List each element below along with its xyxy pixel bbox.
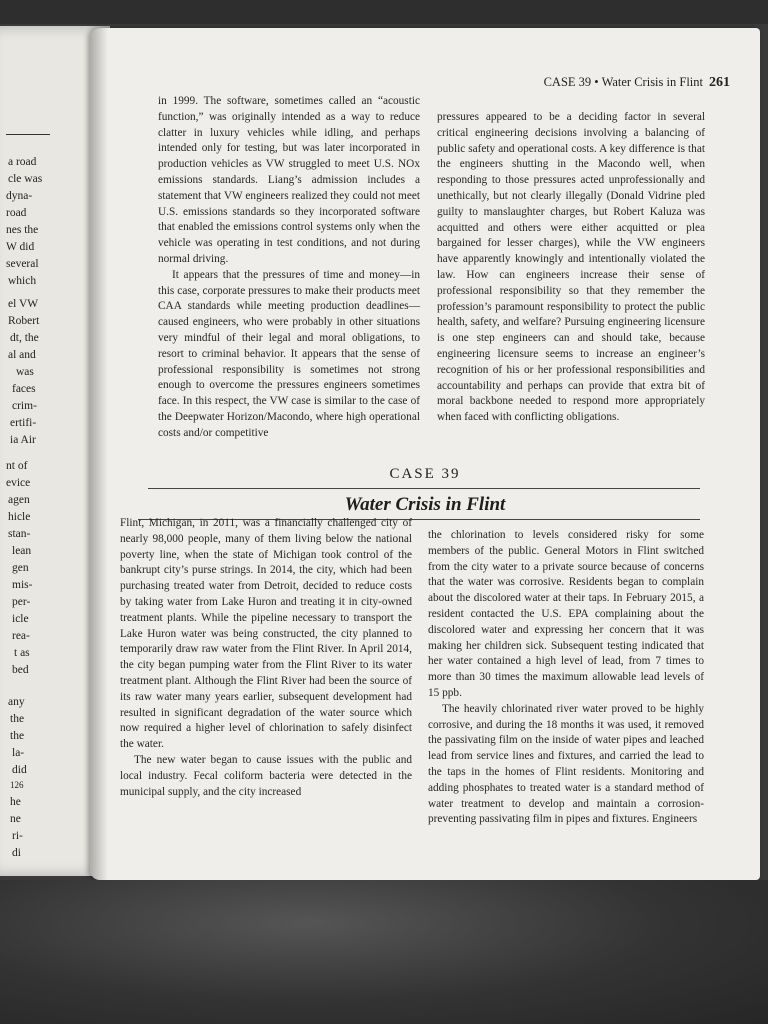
- left-page-fragment: el VW: [8, 298, 39, 310]
- left-page-fragment: icle: [12, 613, 29, 625]
- paragraph: It appears that the pressures of time and money—in this case, corporate pressures to make their products meet CAA standards while meeting production deadlines—caused engineers, who were probably in other situations very mindful of their legal and moral obligations, to resort to criminal behavior. It appears that the sense of professional responsibility is sometimes not strong enough to overcome the pressures engineers sometimes face. In this respect, the VW case is similar to the case of the Deepwater Horizon/Macondo, where high operational costs and/or competitive: [158, 268, 420, 439]
- paragraph: in 1999. The software, sometimes called an “acoustic function,” was originally intended as a way to reduce clatter in luxury vehicles while idling, and perhaps intended only for testing, but was later incorporated in production vehicles as VW struggled to meet U.S. NOx emissions standards. Liang’s admission includes a statement that VW engineers realized they could not meet U.S. emissions standards so they incorporated software that enabled the emissions control systems only when the vehicle was operating in test conditions, and not during normal driving.: [158, 95, 420, 265]
- paragraph: the chlorination to levels considered risky for some members of the public. General Motors in Flint switched from the city water to a private source because of concerns that the water was corrosive. Residents began to complain about the discolored water at their taps. In February 2015, a resident contacted the U.S. EPA complaining about the discolored water and expressing her concern that it was making her children sick. Subsequent testing indicated that her water contained a high level of lead, from 7 times to more than 30 times the maximum allowable lead levels of 15 ppb.: [428, 529, 704, 699]
- left-page-fragment: faces: [12, 383, 36, 395]
- left-page-fragment: hicle: [8, 511, 31, 523]
- left-page-fragment: nt of: [6, 460, 28, 472]
- left-page-fragment: bed: [12, 664, 29, 676]
- left-page-fragment: t as: [14, 647, 30, 659]
- background-top: [0, 0, 768, 24]
- left-page-fragment: road: [6, 207, 27, 219]
- paragraph: pressures appeared to be a deciding factor in several critical engineering decisions involving a balancing of public safety and operational costs. A key difference is that the engineers shutting in the Macondo well, when responding to those pressures acted unprofessionally and unethically, but not clearly illegally (Donald Vidrine pled guilty to manslaughter charges, but Robert Kaluza was acquitted and others were either acquitted or plea bargained for lesser charges), while the VW engineers have apparently knowingly and intentionally violated the law. How can engineers increase their sense of professional responsibility so that they remember the profession’s paramount responsibility to protect the public health, safety, and welfare? Pursuing engineering licensure is one step engineers can and should take, because engineering licensure seems to increase an engineer’s recognition of his or her professional responsibilities and accountability and perhaps can provide that extra bit of moral backbone needed to respond more appropriately when faced with conflicting obligations.: [437, 111, 705, 424]
- case-rule: [148, 488, 700, 489]
- spine-shadow: [90, 28, 108, 880]
- background-bottom: [0, 880, 768, 1024]
- paragraph: Flint, Michigan, in 2011, was a financially challenged city of nearly 98,000 people, many of them living below the national poverty line, when the state of Michigan took control of the bankrupt city’s purse strings. In 2014, the city, which had been purchasing treated water from Detroit, decided to reduce costs by taking water from Lake Huron and treating it in city-owned treatment plants. While the pipeline necessary to transport the Lake Huron water was being constructed, the city planned to temporarily draw raw water from the Flint River. In April 2014, the city began pumping water from the Flint River to its water treatment plant. Although the Flint River had been the source of its raw water many years earlier, subsequent development had resulted in significant degradation of the water source which now required a higher level of chlorination to safely disinfect the water.: [120, 517, 412, 751]
- left-page-fragment: ia Air: [10, 434, 36, 446]
- left-page-fragment: mis-: [12, 579, 33, 591]
- left-page-fragment: Robert: [8, 315, 40, 327]
- left-page-fragment: W did: [6, 241, 35, 253]
- left-page-fragment: which: [8, 275, 37, 287]
- left-page-fragment: dyna-: [6, 190, 33, 202]
- left-page-fragment: ri-: [12, 830, 23, 842]
- left-page-fragment: dt, the: [10, 332, 39, 344]
- page-number: 261: [709, 75, 730, 90]
- left-page-fragment: a road: [8, 156, 37, 168]
- left-page-fragment: any: [8, 696, 25, 708]
- running-header: [510, 75, 730, 91]
- left-page-fragment: rea-: [12, 630, 30, 642]
- left-page-fragment: gen: [12, 562, 29, 574]
- left-page-fragment: lean: [12, 545, 32, 557]
- left-page-fragment: per-: [12, 596, 31, 608]
- left-page-fragment: crim-: [12, 400, 37, 412]
- left-page-fragment: ne: [10, 813, 21, 825]
- lower-right-column: [428, 528, 704, 828]
- left-page-fragment: di: [12, 847, 21, 859]
- right-page: [90, 28, 760, 880]
- upper-right-column: [437, 110, 705, 426]
- left-page-fragment: evice: [6, 477, 31, 489]
- left-page-rule: [6, 134, 50, 135]
- left-page-fragment: several: [6, 258, 39, 270]
- left-page-fragment: ertifi-: [10, 417, 37, 429]
- left-page-fragment: 126: [10, 780, 24, 790]
- left-page-fragment: la-: [12, 747, 25, 759]
- left-page-fragment: the: [10, 730, 25, 742]
- paragraph: The heavily chlorinated river water proved to be highly corrosive, and during the 18 months it was used, it removed the passivating film on the inside of water pipes and leached lead from service lines and fixtures, and carried the lead to the taps in the homes of Flint residents. Monitoring and adding phosphates to treated water is a standard method of water treatment to develop and maintain a corrosion-preventing passivating film in pipes and fixtures. Engineers: [428, 702, 704, 826]
- paragraph: The new water began to cause issues with the public and local industry. Fecal coliform bacteria were detected in the municipal supply, and the city increased: [120, 753, 412, 798]
- left-page-fragment: al and: [8, 349, 36, 361]
- lower-left-column: [120, 516, 412, 800]
- left-page-fragment: the: [10, 713, 25, 725]
- running-title: CASE 39 • Water Crisis in Flint: [543, 75, 703, 89]
- left-page-fragment: did: [12, 764, 27, 776]
- left-page-fragment: stan-: [8, 528, 31, 540]
- left-page-fragment: agen: [8, 494, 30, 506]
- left-page-fragment: was: [16, 366, 34, 378]
- left-page-fragment: he: [10, 796, 21, 808]
- case-title: Water Crisis in Flint: [344, 494, 506, 515]
- left-page-fragment: nes the: [6, 224, 39, 236]
- left-page-fragment: cle was: [8, 173, 43, 185]
- upper-left-column: [158, 94, 420, 442]
- case-label: CASE 39: [389, 466, 461, 482]
